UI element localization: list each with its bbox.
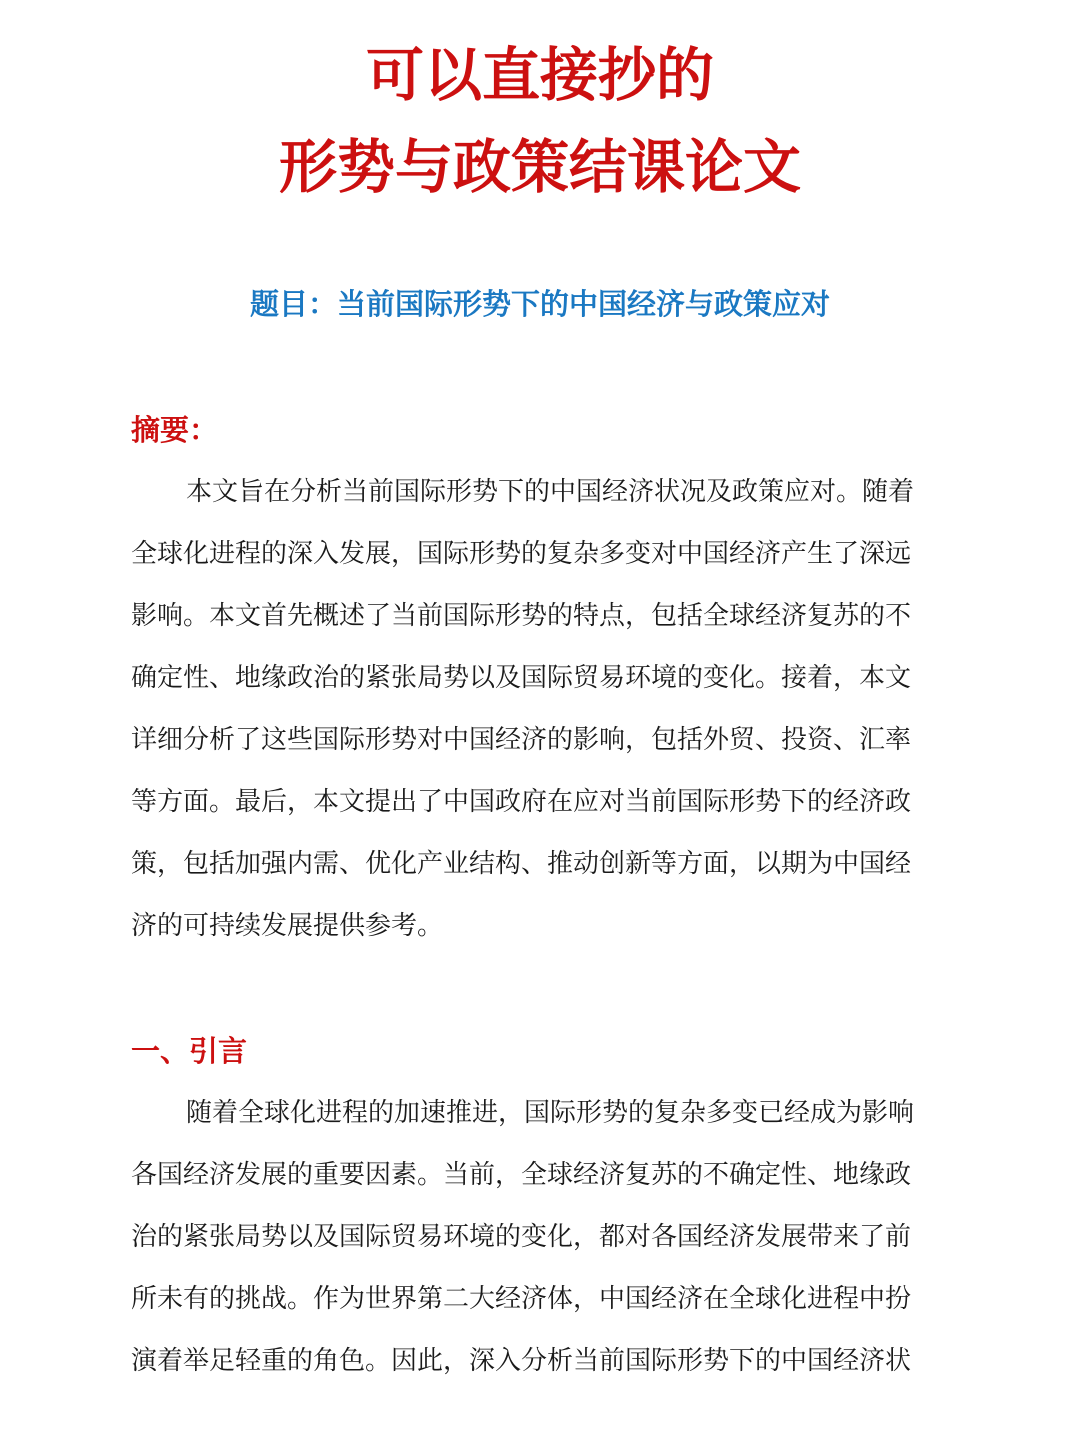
abstract-line: 策，包括加强内需、优化产业结构、推动创新等方面，以期为中国经: [131, 849, 912, 879]
introduction-line: 演着举足轻重的角色。因此，深入分析当前国际形势下的中国经济状: [131, 1346, 912, 1376]
abstract-line: 全球化进程的深入发展，国际形势的复杂多变对中国经济产生了深远: [131, 539, 912, 569]
main-title-line-2: 形势与政策结课论文: [278, 133, 801, 201]
abstract-heading: 摘要：: [131, 413, 219, 447]
main-title-line-1: 可以直接抄的: [365, 41, 714, 109]
introduction-line: 各国经济发展的重要因素。当前，全球经济复苏的不确定性、地缘政: [131, 1160, 912, 1190]
introduction-line: 所未有的挑战。作为世界第二大经济体，中国经济在全球化进程中扮: [131, 1284, 912, 1314]
introduction-line: 治的紧张局势以及国际贸易环境的变化，都对各国经济发展带来了前: [131, 1222, 912, 1252]
abstract-line: 确定性、地缘政治的紧张局势以及国际贸易环境的变化。接着，本文: [131, 663, 912, 693]
abstract-line: 本文旨在分析当前国际形势下的中国经济状况及政策应对。随着: [186, 477, 915, 507]
paper-subtitle: 题目：当前国际形势下的中国经济与政策应对: [249, 287, 830, 321]
abstract-line: 影响。本文首先概述了当前国际形势的特点，包括全球经济复苏的不: [131, 601, 912, 631]
abstract-line: 详细分析了这些国际形势对中国经济的影响，包括外贸、投资、汇率: [131, 725, 912, 755]
abstract-line: 等方面。最后，本文提出了中国政府在应对当前国际形势下的经济政: [131, 787, 912, 817]
abstract-line: 济的可持续发展提供参考。: [131, 911, 444, 941]
introduction-line: 随着全球化进程的加速推进，国际形势的复杂多变已经成为影响: [186, 1098, 915, 1128]
introduction-heading: 一、引言: [131, 1034, 248, 1068]
